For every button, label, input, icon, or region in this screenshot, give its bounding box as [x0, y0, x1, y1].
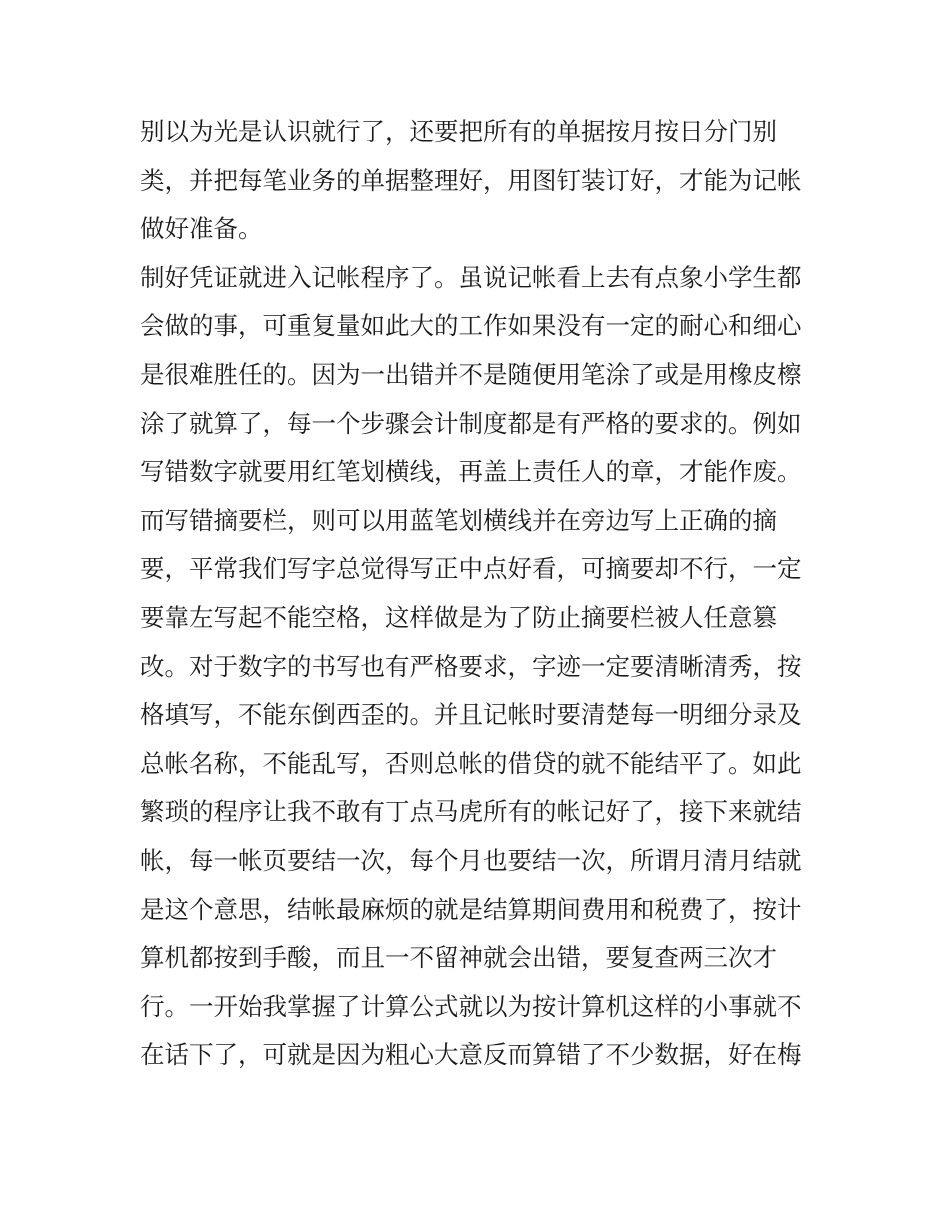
- text-line: 制好凭证就进入记帐程序了。虽说记帐看上去有点象小学生都: [140, 262, 802, 292]
- text-line: 要，平常我们写字总觉得写正中点好看，可摘要却不行，一定: [140, 554, 802, 584]
- text-line: 做好准备。: [140, 214, 263, 244]
- text-line: 类，并把每笔业务的单据整理好，用图钉装订好，才能为记帐: [140, 165, 802, 195]
- text-line: 算机都按到手酸，而且一不留神就会出错，要复查两三次才: [140, 943, 777, 973]
- text-line: 改。对于数字的书写也有严格要求，字迹一定要清晰清秀，按: [140, 651, 802, 681]
- text-line: 写错数字就要用红笔划横线，再盖上责任人的章，才能作废。: [140, 457, 802, 487]
- text-line: 总帐名称，不能乱写，否则总帐的借贷的就不能结平了。如此: [140, 748, 802, 778]
- text-line: 繁琐的程序让我不敢有丁点马虎所有的帐记好了，接下来就结: [140, 797, 802, 827]
- text-line: 会做的事，可重复量如此大的工作如果没有一定的耐心和细心: [140, 311, 802, 341]
- text-line: 帐，每一帐页要结一次，每个月也要结一次，所谓月清月结就: [140, 845, 802, 875]
- text-line: 涂了就算了，每一个步骤会计制度都是有严格的要求的。例如: [140, 408, 802, 438]
- text-line: 格填写，不能东倒西歪的。并且记帐时要清楚每一明细分录及: [140, 700, 802, 730]
- text-line: 是很难胜任的。因为一出错并不是随便用笔涂了或是用橡皮檫: [140, 359, 802, 389]
- text-line: 是这个意思，结帐最麻烦的就是结算期间费用和税费了，按计: [140, 894, 802, 924]
- text-line: 而写错摘要栏，则可以用蓝笔划横线并在旁边写上正确的摘: [140, 505, 777, 535]
- body-text: [140, 108, 820, 1080]
- text-line: 别以为光是认识就行了，还要把所有的单据按月按日分门别: [140, 117, 777, 146]
- text-line: 行。一开始我掌握了计算公式就以为按计算机这样的小事就不: [140, 991, 802, 1021]
- text-line: 在话下了，可就是因为粗心大意反而算错了不少数据，好在梅: [140, 1040, 802, 1070]
- text-line: 要靠左写起不能空格，这样做是为了防止摘要栏被人任意篡: [140, 602, 777, 632]
